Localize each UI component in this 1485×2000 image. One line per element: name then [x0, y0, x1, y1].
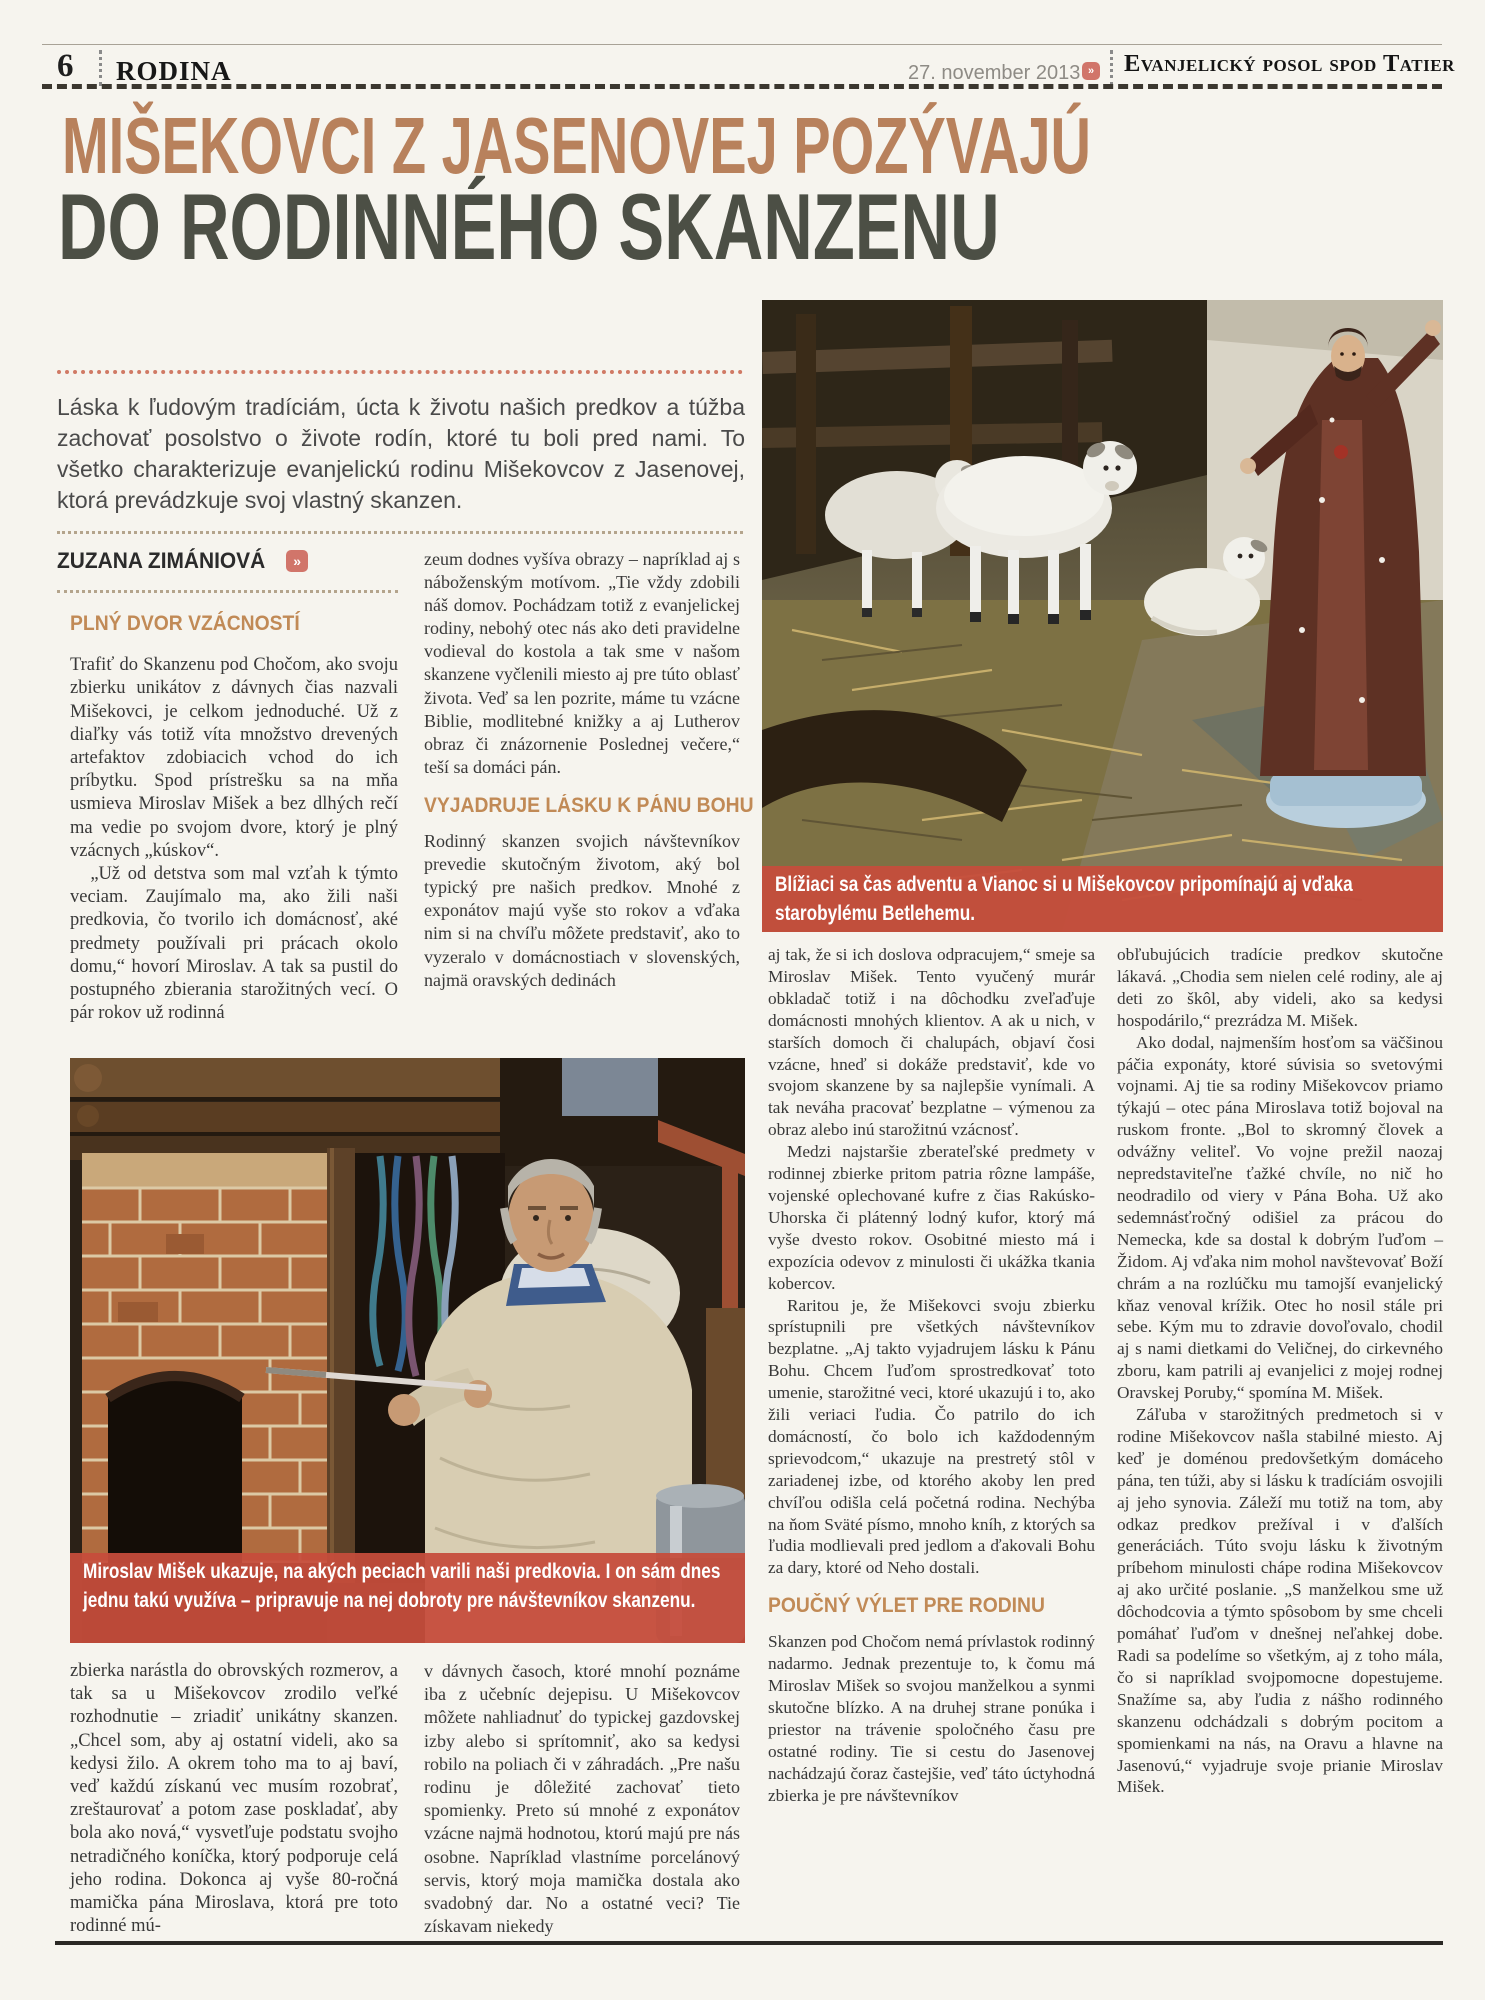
body-paragraph: v dávnych časoch, ktoré mnohí poznáme iba z učebníc dejepisu. U Mišekovcov môžete nahliadnuť do typickej gazdovskej izby alebo si sprítomniť, ako sa kedysi robilo na poliach či v záhradách. „Pre našu rodinu je dôležité zachovať tieto spomienky. Preto sú mnohé z exponátov vzácne najmä hodnotou, ktorú majú pre nás osobne. Napríklad vlastníme porcelánový servis, ktorý moja mamička dostala ako svadobný dar. No a ostatné veci? Tie získavam niekedy	[424, 1661, 740, 1937]
nativity-photo-illustration	[762, 300, 1443, 932]
dotted-rule	[57, 531, 743, 534]
author-name: ZUZANA ZIMÁNIOVÁ	[57, 548, 266, 573]
body-paragraph: zeum dodnes vyšíva obrazy – napríklad aj s náboženským motívom. „Tie vždy zdobili náš domov. Pochádzam totiž z evanjelickej rodiny, nebohý otec nás ako deti pravidelne vodieval do kostola a tak sme v našom skanzene vyčlenili miesto aj pre túto oblasť života. Veď sa len pozrite, máme tu vzácne Biblie, modlitebné knižky a aj Lutherov obraz či znázornenie Poslednej večere,“ teší sa domáci pán.	[424, 549, 740, 777]
article-column-1	[70, 612, 398, 1025]
stove-photo	[70, 1058, 745, 1643]
article-column-2	[424, 548, 754, 992]
section-heading: POUČNÝ VÝLET PRE RODINU	[768, 1594, 1045, 1618]
photo-caption-stove	[70, 1553, 745, 1643]
header-top-rule	[42, 44, 1442, 45]
dotted-rule	[57, 370, 743, 374]
chevrons-icon: »	[1082, 62, 1100, 80]
body-paragraph: Medzi najstaršie zberateľské predmety v rodinnej zbierke pritom patria rôzne lampáše, vojenské oplechované kufre z čias Rakúsko-Uhorska či plátenný lodný kufor, ktorý má vyše dvesto rokov. Osobitné miesto má i expozícia odevov z minulosti či ukážka tkania kobercov.	[768, 1142, 1095, 1293]
photo-caption-text: Miroslav Mišek ukazuje, na akých peciach varili naši predkovia. I on sám dnes jednu takú využíva – pripravuje na nej dobroty pre návštevníkov skanzenu.	[83, 1560, 721, 1612]
header-dashed-rule	[42, 84, 1442, 89]
article-column-1-bottom	[70, 1660, 398, 1938]
page-bottom-rule	[55, 1941, 1443, 1945]
section-heading: VYJADRUJE LÁSKU K PÁNU BOHU	[424, 793, 754, 817]
body-paragraph: zbierka narástla do obrovských rozmerov, a tak sa u Mišekovcov zrodilo veľké rozhodnutie – zriadiť unikátny skanzen. „Chcel som, aby aj ostatní videli, ako sa kedysi žilo. A okrem toho ma to aj baví, veď každú získanú vec musím rozobrať, zreštaurovať a potom zase poskladať, aby bola ako nová,“ vysvetľuje podstatu svojho netradičného koníčka, ktorý podporuje celá jeho rodina. Dokonca aj vyše 80-ročná mamička pána Miroslava, ktorá pre toto rodinné mú-	[70, 1661, 398, 1937]
brick-stove	[82, 1153, 327, 1583]
body-paragraph: Trafiť do Skanzenu pod Chočom, ako svoju zbierku unikátov z dávnych čias nazvali Mišekovci, je celkom jednoduché. Už z diaľky vás totiž víta množstvo drevených artefaktov zdobiacich vchod do ich príbytku. Spod prístrešku sa na mňa usmieva Miroslav Mišek a bez dlhých rečí ma vedie po svojom dvore, ktorý je plný vzácnych „kúskov“.	[70, 655, 398, 861]
body-paragraph: Raritou je, že Mišekovci svoju zbierku sprístupnili pre všetkých návštevníkov bezplatne. „Aj takto vyjadrujem lásku k Pánu Bohu. Chcem ľuďom sprostredkovať toto umenie, starožitné veci, ktoré ukazujú i to, ako žili veriaci ľudia. Čo patrilo do ich domácností, čo bolo ich každodenným sprievodcom,“ ukazuje na prestretý stôl v zariadenej izbe, od ktorého akoby len pred chvíľou odišla celá početná rodina. Nechýba na ňom Sväté písmo, mnoho kníh, z ktorých sa ľudia modlievali pred jedlom a ďakovali Bohu za dary, ktoré od Neho dostali.	[768, 1295, 1095, 1578]
headline-line1-text: MIŠEKOVCI Z JASENOVEJ POZÝVAJÚ	[62, 101, 1091, 190]
photo-caption-text: Blížiaci sa čas adventu a Vianoc si u Mišekovcov pripomínajú aj vďaka starobylému Betlehemu.	[775, 873, 1353, 925]
article-column-2-bottom	[424, 1660, 740, 1938]
dotted-rule	[57, 590, 398, 593]
article-column-3	[768, 944, 1095, 1806]
headline-line2	[58, 174, 1348, 279]
masthead-title: Evanjelický posol spod Tatier	[1124, 50, 1455, 77]
nativity-photo	[762, 300, 1443, 932]
body-paragraph: Rodinný skanzen svojich návštevníkov prevedie skutočným životom, aký bol typický pre našich predkov. Mnohé z exponátov majú vyše sto rokov a vďaka nim si na chvíľu môžete predstaviť, ako to vyzeralo v domácnostiach v slovenských, najmä oravských dedinách	[424, 831, 740, 990]
dotted-divider	[1110, 50, 1113, 86]
section-label: RODINA	[116, 56, 232, 86]
body-paragraph: Ako dodal, najmenším hosťom sa väčšinou páčia exponáty, ktoré súvisia so svetovými vojnami. Aj tie sa rodiny Mišekovcov priamo týkajú – otec pána Miroslava totiž bojoval na ruskom fronte. „Bol to skromný človek a odvážny veliteľ. Vo vojne prežil naozaj nepredstaviteľne ťažké chvíle, no nič ho neodradilo od viery v Pána Boha. Už ako sedemnásťročný odišiel za prácou do Nemecka, kde sa dostal k dobrým ľuďom – Židom. Aj vďaka nim mohol navštevovať Boží chrám a na rozlúčku mu tamojší evanjelický kňaz venoval krížik. Otec ho nosil stále pri sebe. Kým mu to zdravie dovoľovalo, chodil aj s nami dietkami do Veličnej, do cirkevného zboru, kam patrili aj evanjelici z mojej rodnej Oravskej Poruby,“ spomína M. Mišek.	[1117, 1032, 1443, 1403]
photo-caption-nativity	[762, 866, 1443, 932]
article-column-4	[1117, 944, 1443, 1798]
lead-paragraph: Láska k ľudovým tradíciám, úcta k životu našich predkov a túžba zachovať posolstvo o živote rodín, ktoré tu boli pred nami. To všetko charakterizuje evanjelickú rodinu Mišekovcov z Jasenovej, ktorá prevádzkuje svoj vlastný skanzen.	[57, 394, 745, 513]
section-heading: PLNÝ DVOR VZÁCNOSTÍ	[70, 612, 300, 635]
body-paragraph: Skanzen pod Chočom nemá prívlastok rodinný nadarmo. Jednak prezentuje to, k čomu má Miroslav Mišek so svojou manželkou a synmi skutočne blízko. A na druhej strane ponúka i priestor na trávenie spoločného času pre ostatné rodiny. Tie si cestu do Jasenovej nachádzajú čoraz častejšie, veď táto úctyhodná zbierka je pre návštevníkov	[768, 1632, 1095, 1805]
dotted-divider	[99, 50, 102, 86]
byline	[57, 548, 308, 574]
body-paragraph: „Už od detstva som mal vzťah k týmto veciam. Zaujímalo ma, ako žili naši predkovia, čo tvorilo ich domácnosť, aké predmety používali pri prácach okolo domu,“ hovorí Miroslav. A tak sa pustil do postupného zbierania starožitných vecí. O pár rokov už rodinná	[70, 864, 398, 1024]
page-number: 6	[57, 48, 74, 84]
body-paragraph: Záľuba v starožitných predmetoch si v rodine Mišekovcov našla stabilné miesto. Aj keď je doménou predovšetkým domáceho pána, ten túži, aby si lásku k tradíciám osvojili aj jeho synovia. Záleží mu totiž na tom, aby odkaz predkov prežíval i v ďalších generáciách. Túto svoju lásku k životným príbehom minulosti chápe rodina Mišekovcov aj ako určité poslanie. „S manželkou sme už dôchodcovia a týmto spôsobom by sme chceli pomáhať ľuďom v dnešnej neľahkej dobe. Radi sa podelíme so všetkým, aj z toho mála, čo si napríklad svojpomocne dopestujeme. Snažíme sa, aby ľudia z nášho rodinného skanzenu odchádzali s dobrým pocitom a spomienkami na nás, na Oravu a hlavne na Jasenovú,“ vyjadruje svoje prianie Miroslav Mišek.	[1117, 1405, 1443, 1797]
chevrons-icon: »	[286, 550, 308, 572]
headline-line2-text: DO RODINNÉHO SKANZENU	[58, 174, 1000, 279]
body-paragraph: obľubujúcich tradície predkov skutočne lákavá. „Chodia sem nielen celé rodiny, ale aj deti zo škôl, aby videli, ako sa kedysi hospodárilo,“ prezrádza M. Mišek.	[1117, 945, 1443, 1030]
edition-date: 27. november 2013	[908, 62, 1081, 84]
body-paragraph: aj tak, že si ich doslova odpracujem,“ smeje sa Miroslav Mišek. Tento vyučený murár obkladač totiž i na dôchodku zveľaďuje domácnosti mnohých klientov. A ak u nich, v starších domoch či chalupách, objaví čosi vzácne, hneď si dokáže predstaviť, kde vo svojom skanzene by sa najlepšie vynímali. A tak neváha pracovať bezplatne – výmenou za obraz alebo inú starožitnú vzácnosť.	[768, 945, 1095, 1140]
